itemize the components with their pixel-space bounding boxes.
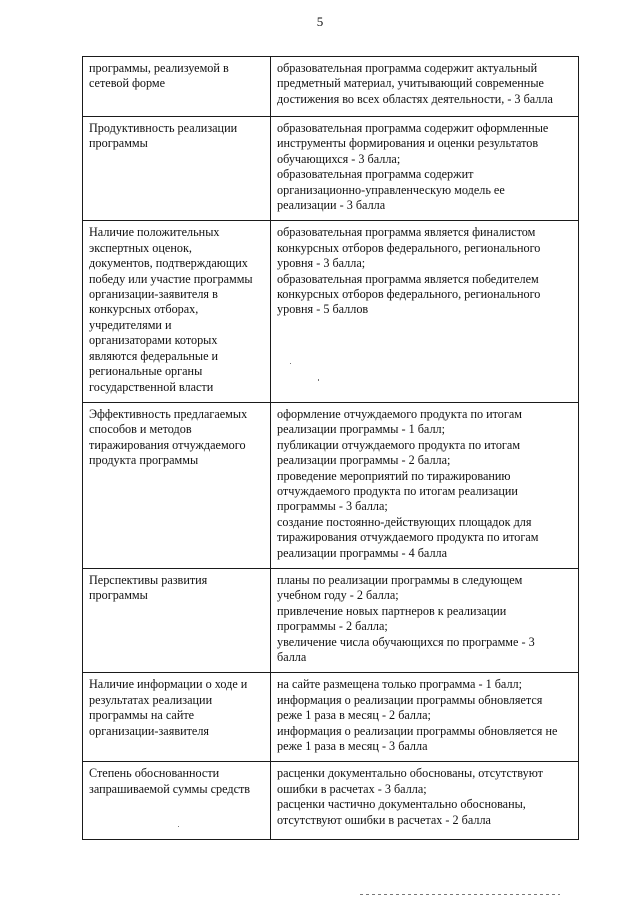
page-number: 5 — [316, 14, 324, 29]
description-line: информация о реализации программы обновляется — [277, 692, 543, 707]
description-cell — [271, 402, 579, 568]
criterion-line: Степень обоснованности — [89, 766, 220, 781]
description-line: образовательная программа содержит оформленные — [277, 121, 549, 135]
criterion-line: программы — [89, 136, 148, 151]
scan-dotted-rule — [360, 894, 560, 895]
table-row — [83, 57, 579, 117]
criterion-line: конкурсных отборах, — [89, 302, 199, 317]
description-line: образовательная программа является финалистом — [277, 225, 536, 240]
criterion-line: государственной власти — [89, 379, 214, 394]
description-line: отсутствуют ошибки в расчетах - 2 балла — [277, 812, 491, 827]
description-cell — [271, 673, 579, 762]
criterion-line: программы на сайте — [89, 708, 195, 723]
description-line: увеличение числа обучающихся по программе - 3 — [277, 634, 535, 649]
criterion-line: Эффективность предлагаемых — [89, 406, 248, 421]
description-line: реализации - 3 балла — [277, 198, 386, 213]
description-line: образовательная программа содержит — [277, 167, 474, 182]
criterion-line: Перспективы развития — [89, 572, 208, 587]
description-line: реализации программы - 4 балла — [277, 545, 448, 560]
criterion-line: способов и методов — [89, 422, 192, 437]
description-line: учебном году - 2 балла; — [277, 588, 399, 603]
table-row — [83, 221, 579, 402]
criterion-cell — [83, 117, 271, 221]
description-line: публикации отчуждаемого продукта по итогам — [277, 437, 521, 452]
description-cell — [271, 117, 579, 221]
criteria-table — [82, 56, 579, 840]
description-cell — [271, 568, 579, 672]
criterion-line: документов, подтверждающих — [89, 256, 248, 271]
criterion-line: Наличие информации о ходе и — [89, 677, 248, 692]
scan-speck — [178, 826, 179, 827]
criterion-line: учредителями и — [89, 317, 172, 332]
description-line: достижения во всех областях деятельности, - 3 балла — [277, 91, 553, 106]
description-line: конкурсных отборов федерального, регионального — [277, 287, 541, 302]
description-line: программы - 2 балла; — [277, 619, 388, 634]
table-row — [83, 117, 579, 221]
table-row — [83, 402, 579, 568]
description-line: образовательная программа является победителем — [277, 271, 539, 286]
criterion-line: Продуктивность реализации — [89, 121, 238, 135]
criterion-line: региональные органы — [89, 364, 203, 379]
criterion-line: организации-заявителя в — [89, 287, 218, 302]
criterion-line: тиражирования отчуждаемого — [89, 437, 246, 452]
description-line: расценки частично документально обоснованы, — [277, 797, 526, 812]
description-line: планы по реализации программы в следующем — [277, 572, 523, 587]
description-line: отчуждаемого продукта по итогам реализации — [277, 483, 518, 498]
description-line: инструменты формирования и оценки результатов — [277, 136, 539, 151]
criterion-cell — [83, 673, 271, 762]
description-line: реже 1 раза в месяц - 2 балла; — [277, 708, 431, 723]
description-line: обучающихся - 3 балла; — [277, 151, 401, 166]
criterion-cell — [83, 57, 271, 117]
description-line: ошибки в расчетах - 3 балла; — [277, 781, 427, 796]
description-cell — [271, 221, 579, 402]
table-row — [83, 568, 579, 672]
criterion-line: организаторами которых — [89, 333, 218, 348]
criterion-cell — [83, 221, 271, 402]
description-line: реализации программы - 2 балла; — [277, 453, 451, 468]
table-row — [83, 673, 579, 762]
criterion-line: победу или участие программы — [89, 271, 253, 286]
criterion-line: являются федеральные и — [89, 348, 219, 363]
criterion-line: Наличие положительных — [89, 225, 220, 240]
description-line: реализации программы - 1 балл; — [277, 422, 445, 437]
description-line: предметный материал, учитывающий современные — [277, 76, 544, 91]
criterion-line: программы — [89, 588, 148, 603]
criterion-line: результатах реализации — [89, 692, 213, 707]
description-line: информация о реализации программы обновляется не — [277, 723, 558, 738]
description-line: уровня - 3 балла; — [277, 256, 366, 271]
description-cell — [271, 57, 579, 117]
criterion-line: продукта программы — [89, 453, 199, 468]
description-line: балла — [277, 650, 307, 664]
criterion-line: организации-заявителя — [89, 723, 210, 738]
description-line: программы - 3 балла; — [277, 499, 388, 514]
criterion-cell — [83, 762, 271, 840]
scan-speck — [290, 363, 291, 364]
description-line: организационно-управленческую модель ее — [277, 182, 505, 197]
description-line: тиражирования отчуждаемого продукта по итогам — [277, 530, 539, 545]
criterion-line: сетевой форме — [89, 76, 166, 91]
description-line: уровня - 5 баллов — [277, 302, 369, 317]
description-line: конкурсных отборов федерального, регионального — [277, 240, 541, 255]
criterion-line: программы, реализуемой в — [89, 61, 229, 75]
criterion-cell — [83, 568, 271, 672]
description-line: расценки документально обоснованы, отсутствуют — [277, 766, 543, 781]
description-line: на сайте размещена только программа - 1 балл; — [277, 677, 522, 692]
description-cell — [271, 762, 579, 840]
description-line: реже 1 раза в месяц - 3 балла — [277, 739, 428, 754]
scan-speck — [318, 379, 319, 381]
description-line: оформление отчуждаемого продукта по итогам — [277, 406, 523, 421]
description-line: проведение мероприятий по тиражированию — [277, 468, 511, 483]
table-row — [83, 762, 579, 840]
description-line: создание постоянно-действующих площадок для — [277, 514, 532, 529]
description-line: привлечение новых партнеров к реализации — [277, 603, 507, 618]
criterion-line: экспертных оценок, — [89, 240, 192, 255]
criteria-table-body — [83, 57, 579, 840]
description-line: образовательная программа содержит актуальный — [277, 61, 538, 75]
criterion-cell — [83, 402, 271, 568]
criterion-line: запрашиваемой суммы средств — [89, 781, 251, 796]
